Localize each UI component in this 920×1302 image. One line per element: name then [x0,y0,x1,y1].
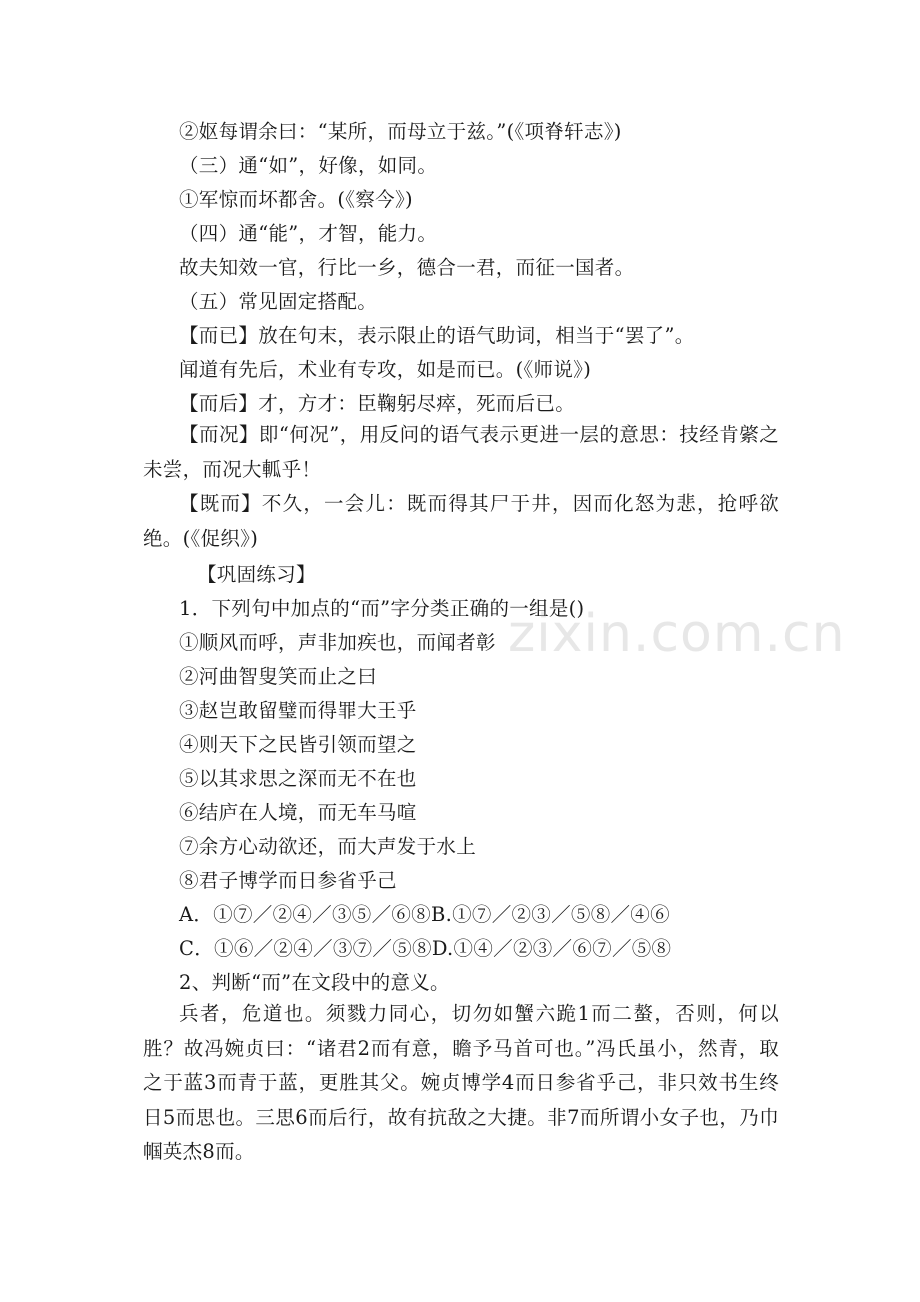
paragraph-erkuang: 【而况】即“何况”，用反问的语气表示更进一层的意思：技经肯綮之未尝，而况大軱乎！ [143,423,779,481]
text-line-9: 【而后】才，方才：臣鞠躬尽瘁，死而后已。 [179,392,576,415]
exercise-option-line: ⑥结庐在人境，而无车马喧 [179,801,417,824]
exercise-option-line: ④则天下之民皆引领而望之 [179,733,417,756]
text-line-8: 闻道有先后，术业有专攻，如是而已。(《师说》) [179,358,592,381]
text-line-6: （五）常见固定搭配。 [179,290,378,313]
paragraph-jier: 【既而】不久，一会儿：既而得其尸于井，因而化怒为悲，抢呼欲绝。(《促织》) [143,492,779,550]
answer-choices-ab: A．①⑦／②④／③⑤／⑥⑧B.①⑦／②③／⑤⑧／④⑥ [179,903,670,926]
exercise-question-1: 1．下列句中加点的“而”字分类正确的一组是() [179,597,585,620]
text-line-3: ①军惊而坏都舍。(《察今》) [179,188,413,211]
exercise-option-line: ⑤以其求思之深而无不在也 [179,767,417,790]
section-heading: 【巩固练习】 [197,563,316,586]
exercise-option-line: ⑧君子博学而日参省乎己 [179,869,397,892]
text-line-1: ②妪每谓余曰：“某所，而母立于兹。”(《项脊轩志》) [179,120,622,143]
passage-paragraph: 兵者，危道也。须戮力同心，切勿如蟹六跪1而二螯，否则，何以胜？故冯婉贞曰：“诸君2而有意，瞻予马首可也。”冯氏虽小，然青，取之于蓝3而青于蓝，更胜其父。婉贞博学4而日参省乎己，非只效书生终日5而思也。三思6而后行，故有抗敌之大捷。非7而所谓小女子也，乃巾帼英杰8而。 [143,1002,779,1163]
answer-choices-cd: C．①⑥／②④／③⑦／⑤⑧D.①④／②③／⑥⑦／⑤⑧ [179,937,672,960]
exercise-option-line: ③赵岂敢留璧而得罪大王乎 [179,699,417,722]
exercise-option-line: ①顺风而呼，声非加疾也，而闻者彰 [179,631,496,654]
text-line-5: 故夫知效一官，行比一乡，德合一君，而征一国者。 [179,256,635,279]
exercise-option-line: ②河曲智叟笑而止之曰 [179,665,378,688]
watermark: zixin.com.cn [508,604,846,664]
text-line-2: （三）通“如”，好像，如同。 [179,154,438,177]
exercise-option-line: ⑦余方心动欲还，而大声发于水上 [179,835,477,858]
exercise-question-2: 2、判断“而”在文段中的意义。 [179,971,450,994]
text-line-7: 【而已】放在句末，表示限止的语气助词，相当于“罢了”。 [179,324,695,347]
text-line-4: （四）通“能”，才智，能力。 [179,222,438,245]
